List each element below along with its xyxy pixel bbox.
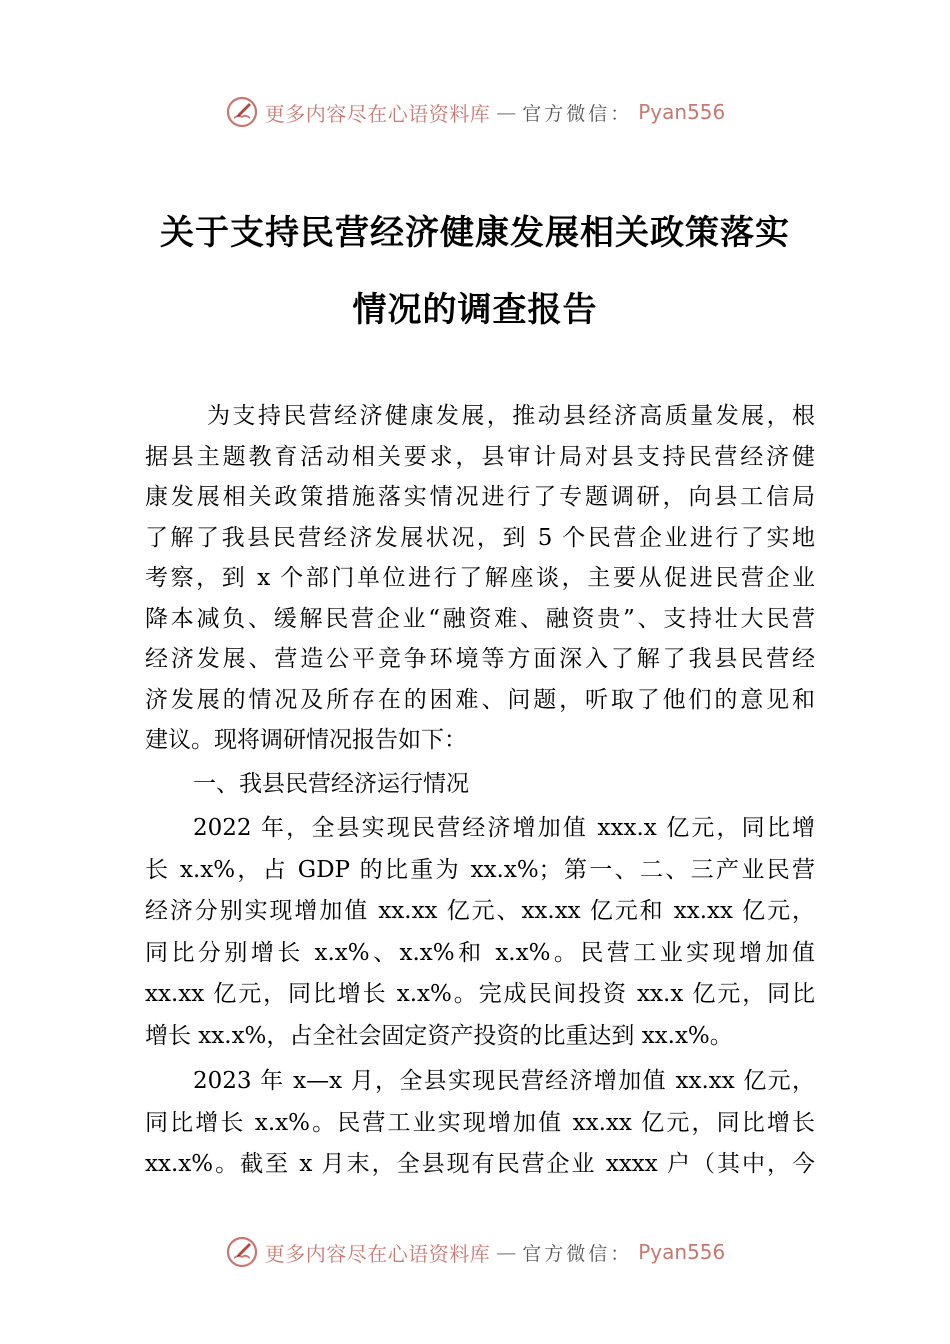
text-line: 了解了我县民营经济发展状况，到 5 个民营企业进行了实地: [145, 524, 815, 551]
text-line: 建议。现将调研情况报告如下：: [145, 727, 467, 753]
text-line: 增长 xx.x%，占全社会固定资产投资的比重达到 xx.x%。: [145, 1022, 733, 1049]
book-pen-icon: [225, 95, 259, 129]
watermark-label: 官方微信：: [522, 1242, 633, 1265]
text-line: xx.x%。截至 x 月末，全县现有民营企业 xxxx 户（其中，今: [145, 1151, 815, 1177]
watermark-text: 更多内容尽在心语资料库: [264, 1241, 491, 1266]
watermark-text: 更多内容尽在心语资料库: [264, 101, 491, 126]
text-line: 据县主题教育活动相关要求，县审计局对县支持民营经济健: [145, 443, 815, 470]
paragraph-2023: [145, 1061, 815, 1186]
text-line: 2022 年，全县实现民营经济增加值 xxx.x 亿元，同比增: [193, 815, 815, 841]
watermark-separator: —: [496, 1240, 517, 1264]
section-heading: 一、我县民营经济运行情况: [193, 770, 469, 797]
document-title-line-2: 情况的调查报告: [352, 290, 598, 330]
watermark-label: 官方微信：: [522, 102, 633, 125]
document-title-line-1: 关于支持民营经济健康发展相关政策落实: [160, 213, 790, 253]
text-line: 经济发展、营造公平竞争环境等方面深入了解了我县民营经: [145, 646, 815, 672]
watermark-wechat-id: Pyan556: [638, 100, 726, 124]
text-line: 为支持民营经济健康发展，推动县经济高质量发展，根: [207, 403, 815, 429]
text-line: 康发展相关政策措施落实情况进行了专题调研，向县工信局: [145, 484, 815, 510]
document-body: [145, 396, 815, 1186]
text-line: 同比分别增长 x.x%、x.x%和 x.x%。民营工业实现增加值: [145, 939, 815, 966]
text-line: 2023 年 x—x 月，全县实现民营经济增加值 xx.xx 亿元，: [193, 1068, 815, 1094]
watermark-banner-top: [0, 92, 950, 132]
text-line: 济发展的情况及所存在的困难、问题，听取了他们的意见和: [145, 686, 815, 713]
book-pen-icon: [225, 1235, 259, 1269]
paragraph-2022: [145, 808, 815, 1057]
watermark-wechat-id: Pyan556: [638, 1240, 726, 1264]
text-line: 降本减负、缓解民营企业“融资难、融资贵”、支持壮大民营: [145, 605, 815, 632]
text-line: 同比增长 x.x%。民营工业实现增加值 xx.xx 亿元，同比增长: [145, 1109, 815, 1136]
watermark-banner-bottom: [0, 1232, 950, 1272]
text-line: 经济分别实现增加值 xx.xx 亿元、xx.xx 亿元和 xx.xx 亿元，: [145, 898, 815, 924]
text-line: 长 x.x%，占 GDP 的比重为 xx.x%；第一、二、三产业民营: [145, 856, 815, 883]
watermark-separator: —: [496, 100, 517, 124]
text-line: 考察，到 x 个部门单位进行了解座谈，主要从促进民营企业: [145, 565, 815, 591]
text-line: xx.xx 亿元，同比增长 x.x%。完成民间投资 xx.x 亿元，同比: [145, 981, 815, 1007]
intro-paragraph: [145, 396, 815, 761]
